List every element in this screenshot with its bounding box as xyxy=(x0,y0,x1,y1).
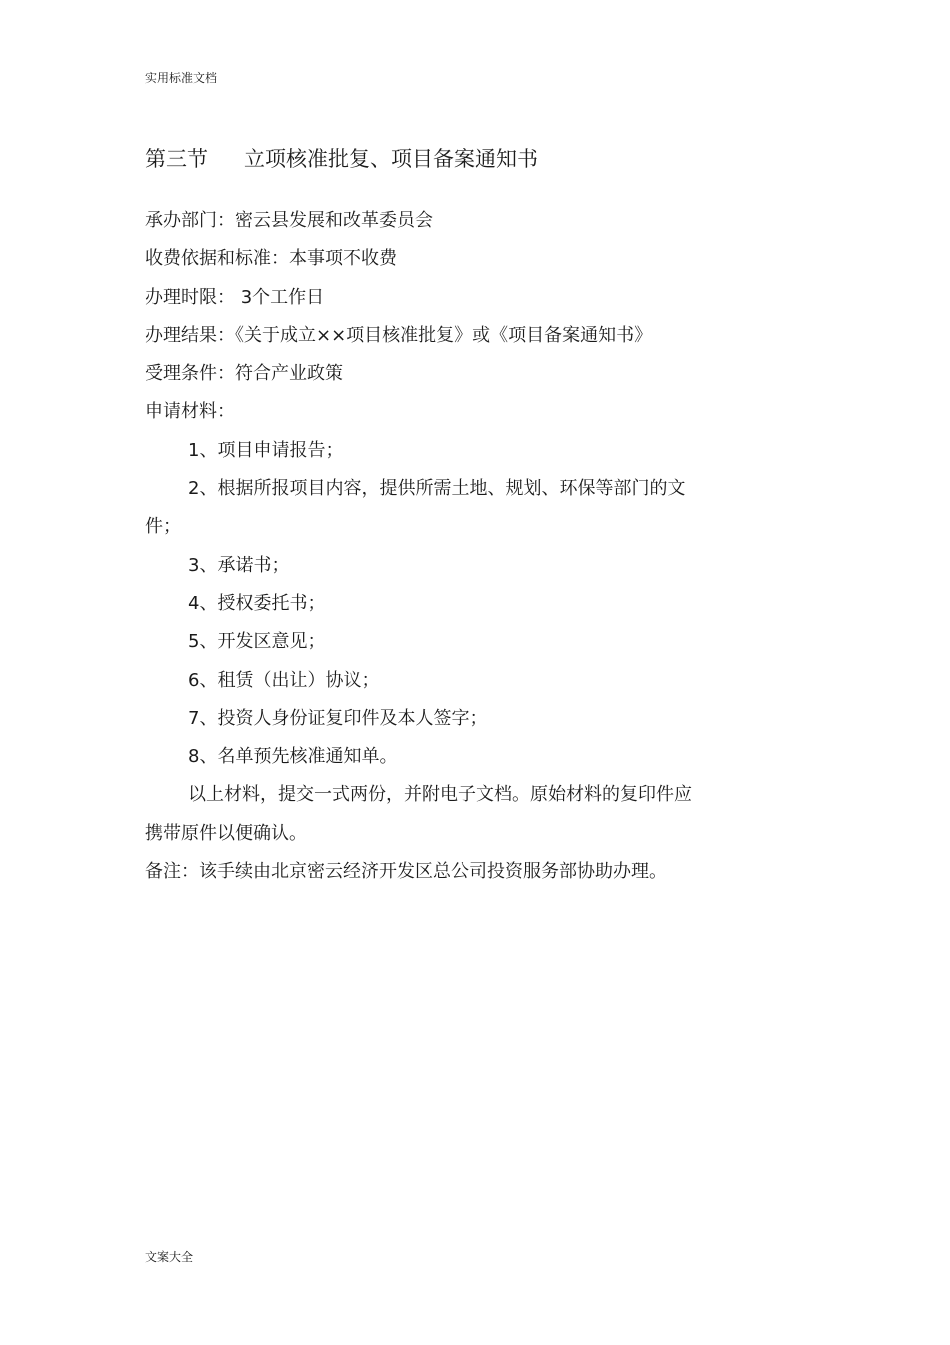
department-line: 承办部门：密云县发展和改革委员会 xyxy=(145,210,433,231)
page-header: 实用标准文档 xyxy=(145,71,218,85)
fee-line: 收费依据和标准：本事项不收费 xyxy=(145,248,397,270)
material-item-4: 4、授权委托书； xyxy=(188,592,326,614)
material-item-8: 8、名单预先核准通知单。 xyxy=(188,746,398,768)
section-number: 第三节 xyxy=(145,147,208,171)
material-item-3: 3、承诺书； xyxy=(188,554,290,576)
material-item-7: 7、投资人身份证复印件及本人签字； xyxy=(188,707,488,729)
page-footer: 文案大全 xyxy=(145,1250,194,1264)
copies-note-line-2: 携带原件以便确认。 xyxy=(145,822,307,844)
result-line: 办理结果：《关于成立××项目核准批复》或《项目备案通知书》 xyxy=(145,324,653,346)
section-heading xyxy=(145,145,538,173)
copies-note-line-1: 以上材料，提交一式两份，并附电子文档。原始材料的复印件应 xyxy=(188,784,692,806)
material-item-6: 6、租赁（出让）协议； xyxy=(188,669,380,691)
materials-label: 申请材料： xyxy=(145,401,235,423)
material-item-5: 5、开发区意见； xyxy=(188,631,326,653)
material-item-1: 1、项目申请报告； xyxy=(188,439,344,461)
material-item-2-line-2: 件； xyxy=(145,516,181,538)
material-item-2-line-1: 2、根据所报项目内容，提供所需土地、规划、环保等部门的文 xyxy=(188,478,686,500)
time-limit-line: 办理时限： 3个工作日 xyxy=(145,286,325,308)
conditions-line: 受理条件：符合产业政策 xyxy=(145,363,343,385)
document-body xyxy=(145,202,785,891)
section-title: 立项核准批复、项目备案通知书 xyxy=(244,147,538,171)
remark-line: 备注：该手续由北京密云经济开发区总公司投资服务部协助办理。 xyxy=(145,861,667,883)
